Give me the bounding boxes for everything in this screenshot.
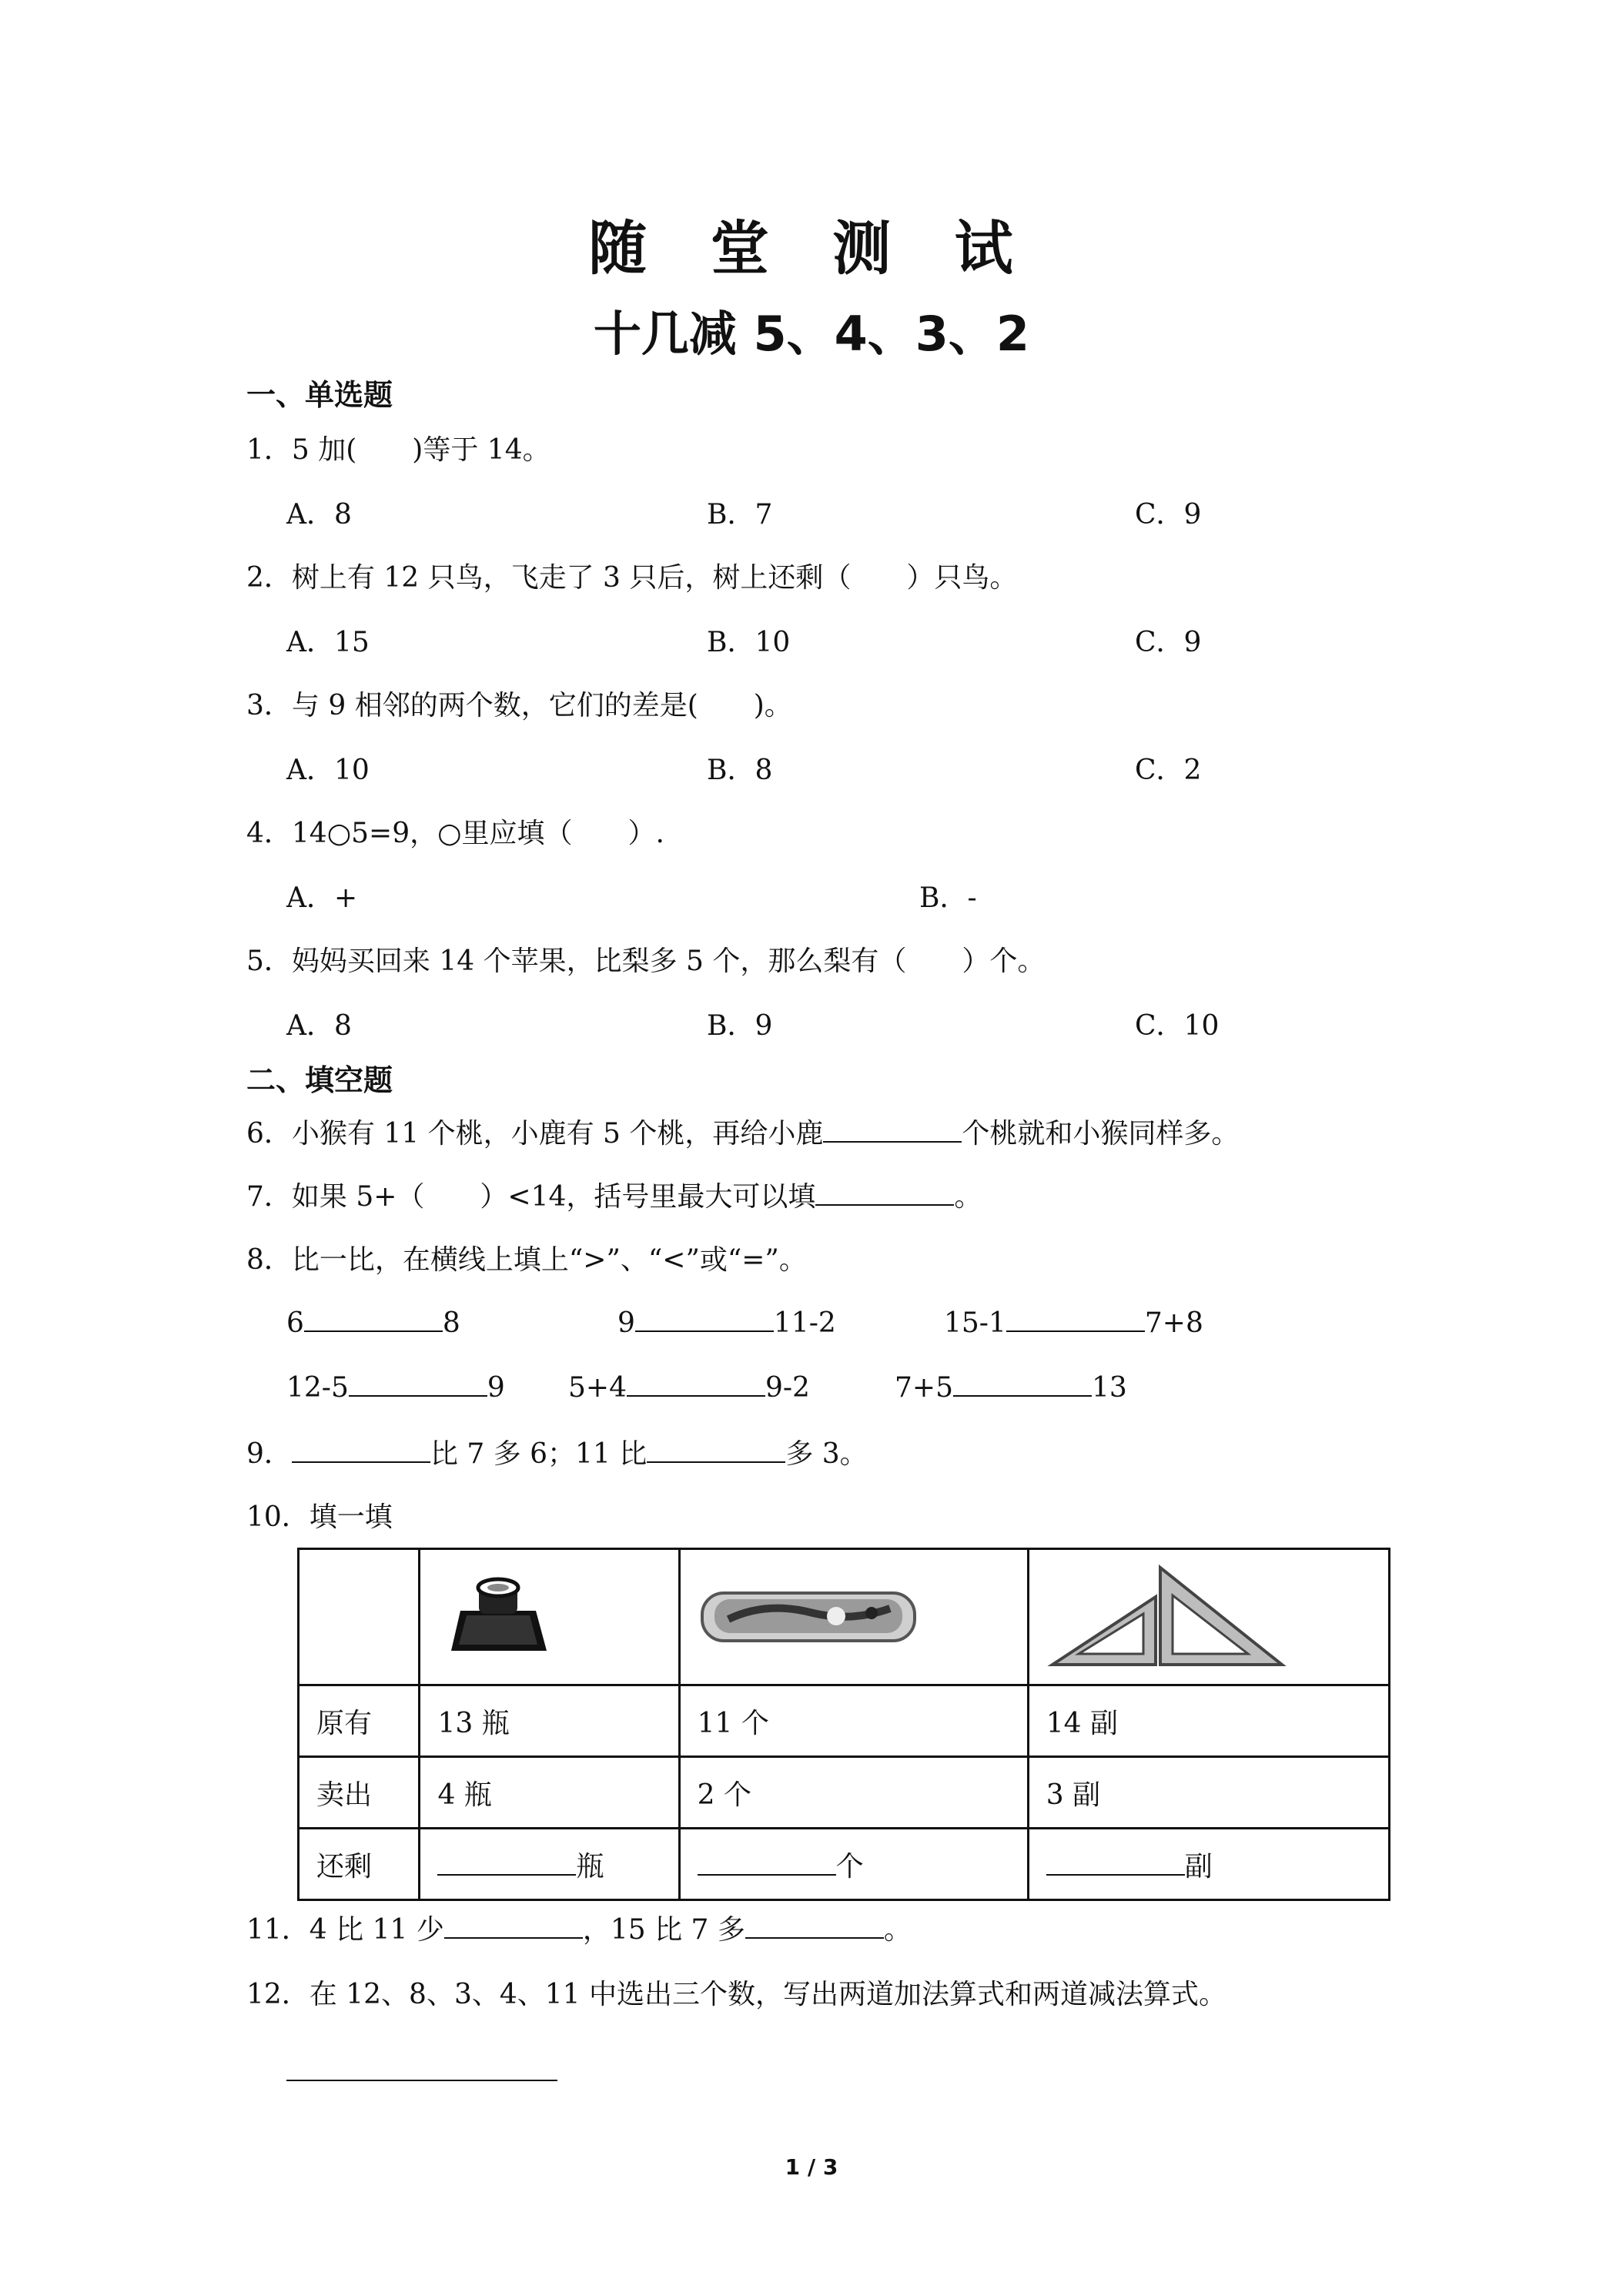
question-10: 10．填一填 bbox=[246, 1501, 393, 1533]
pencil-case-remaining-blank[interactable] bbox=[698, 1846, 836, 1876]
q8-compare-4-right: 9 bbox=[487, 1372, 505, 1404]
set-square-remaining-blank[interactable] bbox=[1046, 1846, 1185, 1876]
question-4: 4．14○5=9，○里应填（ ）. bbox=[246, 818, 664, 849]
q3-option-c: C．2 bbox=[1135, 755, 1202, 786]
question-8: 8．比一比，在横线上填上“>”、“<”或“=”。 bbox=[246, 1244, 807, 1276]
q2-option-c: C．9 bbox=[1135, 627, 1202, 658]
cell-set-square-sold: 3 副 bbox=[1028, 1757, 1389, 1829]
table-header-row bbox=[299, 1549, 1390, 1685]
q8-compare-5-blank[interactable] bbox=[627, 1367, 765, 1397]
q11-text-middle: ，15 比 7 多 bbox=[582, 1914, 745, 1946]
question-1: 1．5 加( )等于 14。 bbox=[246, 434, 550, 466]
q1-option-c: C．9 bbox=[1135, 499, 1202, 530]
page-title: 随 堂 测 试 bbox=[588, 214, 1035, 283]
ink-bottle-icon bbox=[450, 1571, 550, 1663]
q8-compare-6-blank[interactable] bbox=[953, 1367, 1092, 1397]
q9-answer-blank-1[interactable] bbox=[292, 1434, 430, 1463]
page-subtitle: 十几减 5、4、3、2 bbox=[593, 306, 1030, 362]
q9-number: 9． bbox=[246, 1438, 292, 1470]
question-7 bbox=[246, 1175, 982, 1214]
q8-compare-5-left: 5+4 bbox=[568, 1372, 627, 1404]
ink-remaining-unit: 瓶 bbox=[576, 1850, 604, 1883]
q8-compare-4-left: 12-5 bbox=[286, 1372, 349, 1404]
q11-answer-blank-1[interactable] bbox=[444, 1909, 583, 1939]
ink-remaining-blank[interactable] bbox=[437, 1846, 576, 1876]
set-square-remaining-unit: 副 bbox=[1184, 1850, 1213, 1883]
table-corner-cell bbox=[299, 1549, 420, 1685]
q8-compare-1-right: 8 bbox=[442, 1307, 460, 1339]
q8-compare-2-right: 11-2 bbox=[773, 1307, 836, 1339]
page-number: 1 / 3 bbox=[785, 2154, 838, 2180]
q1-option-b: B．7 bbox=[707, 499, 773, 530]
q4-option-b: B．- bbox=[919, 882, 977, 914]
q3-option-b: B．8 bbox=[707, 755, 773, 786]
pencil-case-icon bbox=[698, 1582, 921, 1652]
section-heading-single-choice: 一、单选题 bbox=[246, 378, 393, 412]
q7-text-after: 。 bbox=[954, 1181, 982, 1213]
question-11 bbox=[246, 1908, 912, 1947]
fill-table bbox=[297, 1548, 1390, 1901]
question-3: 3．与 9 相邻的两个数，它们的差是( )。 bbox=[246, 690, 792, 721]
q1-option-a: A．8 bbox=[286, 499, 352, 530]
cell-pencil-case-sold: 2 个 bbox=[679, 1757, 1028, 1829]
q6-text-after: 个桃就和小猴同样多。 bbox=[962, 1118, 1240, 1150]
set-squares-cell bbox=[1028, 1549, 1389, 1685]
q8-compare-6 bbox=[895, 1367, 1127, 1404]
table-row bbox=[299, 1685, 1390, 1757]
q8-compare-3-blank[interactable] bbox=[1006, 1303, 1145, 1332]
q8-compare-4-blank[interactable] bbox=[349, 1367, 487, 1397]
question-12: 12．在 12、8、3、4、11 中选出三个数，写出两道加法算式和两道减法算式。 bbox=[246, 1979, 1227, 2010]
cell-ink-sold: 4 瓶 bbox=[420, 1757, 679, 1829]
q2-option-b: B．10 bbox=[707, 627, 791, 658]
q2-option-a: A．15 bbox=[286, 627, 370, 658]
ink-bottle-cell bbox=[420, 1549, 679, 1685]
q6-text-before: 6．小猴有 11 个桃，小鹿有 5 个桃，再给小鹿 bbox=[246, 1118, 824, 1150]
q11-text-before: 11．4 比 11 少 bbox=[246, 1914, 444, 1946]
table-row bbox=[299, 1757, 1390, 1829]
q8-compare-3-right: 7+8 bbox=[1144, 1307, 1203, 1339]
q8-compare-5-right: 9-2 bbox=[765, 1372, 810, 1404]
row-label-sold: 卖出 bbox=[299, 1757, 420, 1829]
question-9 bbox=[246, 1432, 868, 1471]
q5-option-c: C．10 bbox=[1135, 1010, 1220, 1042]
q8-compare-5 bbox=[568, 1367, 810, 1404]
question-6 bbox=[246, 1112, 1239, 1151]
q8-compare-3-left: 15-1 bbox=[944, 1307, 1006, 1339]
q7-text-before: 7．如果 5+（ ）<14，括号里最大可以填 bbox=[246, 1181, 816, 1213]
row-label-original: 原有 bbox=[299, 1685, 420, 1757]
cell-set-square-remaining bbox=[1028, 1829, 1389, 1900]
q8-compare-2-left: 9 bbox=[617, 1307, 635, 1339]
q9-text-middle: 比 7 多 6；11 比 bbox=[430, 1438, 648, 1470]
q8-compare-1-left: 6 bbox=[286, 1307, 304, 1339]
q11-text-after: 。 bbox=[883, 1914, 912, 1946]
cell-set-square-original: 14 副 bbox=[1028, 1685, 1389, 1757]
table-row bbox=[299, 1829, 1390, 1900]
q6-answer-blank[interactable] bbox=[823, 1113, 962, 1143]
section-heading-fill-blank: 二、填空题 bbox=[246, 1063, 393, 1097]
question-2: 2．树上有 12 只鸟，飞走了 3 只后，树上还剩（ ）只鸟。 bbox=[246, 562, 1018, 594]
pencil-case-remaining-unit: 个 bbox=[835, 1850, 864, 1883]
q8-compare-6-left: 7+5 bbox=[895, 1372, 953, 1404]
cell-ink-original: 13 瓶 bbox=[420, 1685, 679, 1757]
cell-pencil-case-original: 11 个 bbox=[679, 1685, 1028, 1757]
cell-ink-remaining bbox=[420, 1829, 679, 1900]
q12-answer-line[interactable] bbox=[286, 2070, 557, 2084]
cell-pencil-case-remaining bbox=[679, 1829, 1028, 1900]
q8-compare-3 bbox=[944, 1303, 1203, 1339]
q8-compare-1 bbox=[286, 1303, 460, 1339]
q8-compare-6-right: 13 bbox=[1091, 1372, 1127, 1404]
q5-option-b: B．9 bbox=[707, 1010, 773, 1042]
q4-option-a: A．+ bbox=[286, 882, 358, 914]
set-square-icon bbox=[1046, 1563, 1293, 1671]
q7-answer-blank[interactable] bbox=[815, 1176, 954, 1206]
q8-compare-1-blank[interactable] bbox=[304, 1303, 443, 1332]
q8-compare-2-blank[interactable] bbox=[635, 1303, 774, 1332]
q11-answer-blank-2[interactable] bbox=[745, 1909, 884, 1939]
q8-compare-4 bbox=[286, 1367, 505, 1404]
q9-answer-blank-2[interactable] bbox=[647, 1434, 785, 1463]
q3-option-a: A．10 bbox=[286, 755, 370, 786]
q9-text-after: 多 3。 bbox=[785, 1438, 868, 1470]
pencil-case-cell bbox=[679, 1549, 1028, 1685]
q5-option-a: A．8 bbox=[286, 1010, 352, 1042]
row-label-remaining: 还剩 bbox=[299, 1829, 420, 1900]
q8-compare-2 bbox=[617, 1303, 836, 1339]
question-5: 5．妈妈买回来 14 个苹果，比梨多 5 个，那么梨有（ ）个。 bbox=[246, 946, 1046, 977]
